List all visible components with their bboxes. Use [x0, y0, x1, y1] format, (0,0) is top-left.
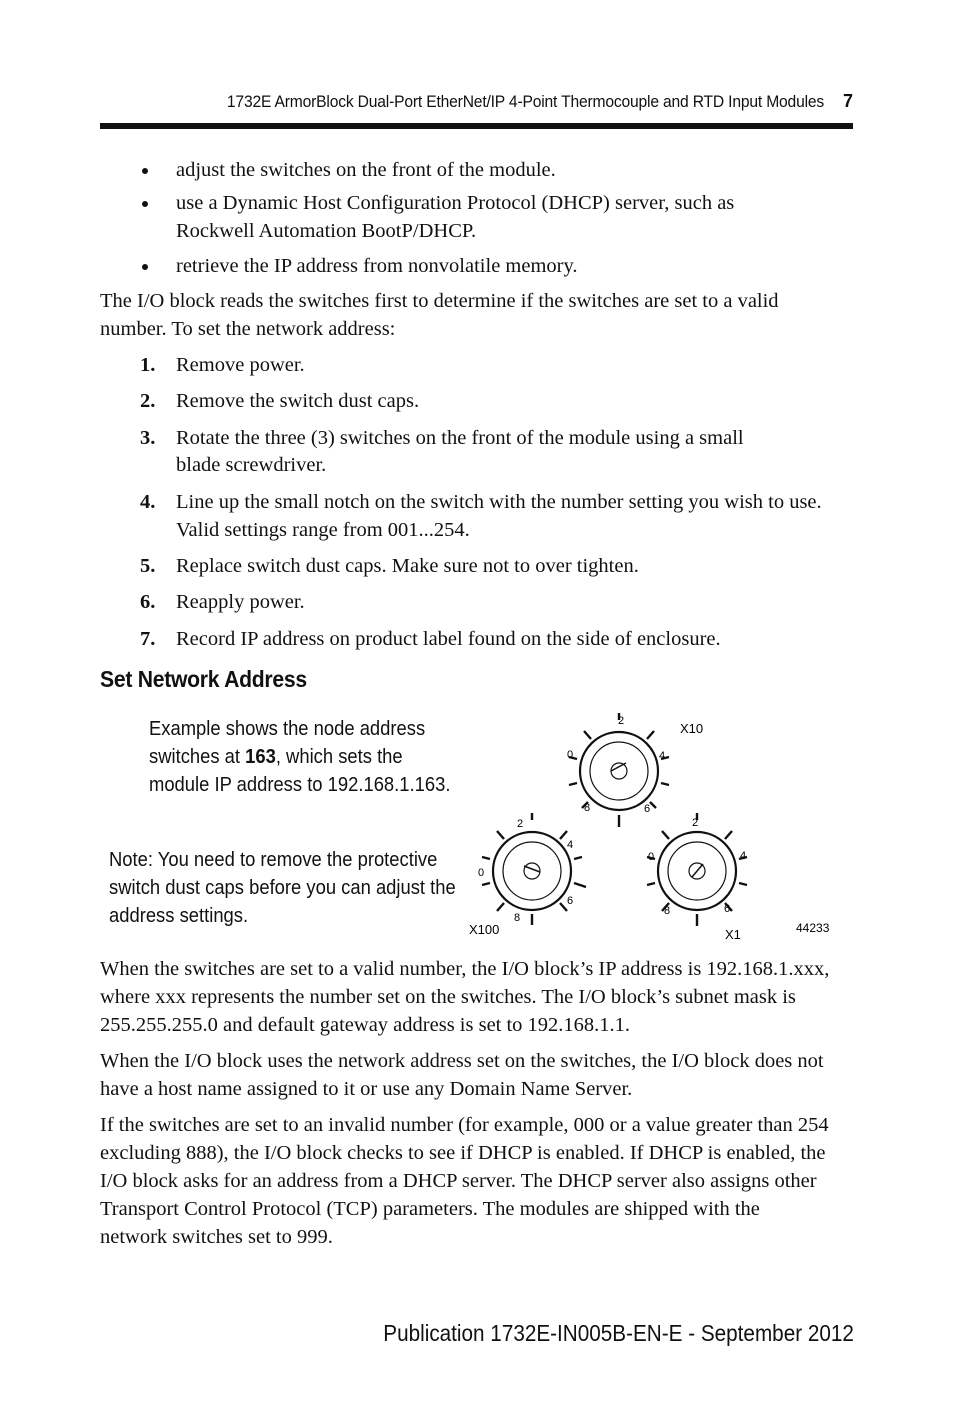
tick-label-2: 2 — [618, 715, 625, 727]
step-number: 2. — [140, 390, 156, 412]
paragraph-line: where xxx represents the number set on the switches. The I/O block’s subnet mask is — [100, 986, 796, 1008]
tick-label-4: 4 — [740, 850, 747, 862]
paragraph-line: excluding 888), the I/O block checks to see if DHCP is enabled. If DHCP is enabled, the — [100, 1142, 826, 1164]
dial-outer-ring — [580, 732, 658, 810]
paragraph-line: If the switches are set to an invalid number (for example, 000 or a value greater than 254 — [100, 1114, 829, 1136]
step-text: Remove power. — [176, 354, 305, 376]
figure-note-line: Note: You need to remove the protective — [109, 849, 438, 871]
tick-label-8: 8 — [664, 905, 671, 917]
step-text: Rotate the three (3) switches on the front of the module using a small — [176, 427, 744, 449]
page-number: 7 — [843, 91, 854, 111]
paragraph-line: I/O block asks for an address from a DHCP server. The DHCP server also assigns other — [100, 1170, 817, 1192]
dial-notch — [611, 763, 626, 771]
tick-label-0: 0 — [478, 867, 485, 879]
tick-label-6: 6 — [567, 895, 574, 907]
figure-note-line: switch dust caps before you can adjust the — [109, 877, 456, 899]
dial-outer-ring — [493, 832, 574, 910]
dial-inner-ring — [590, 742, 648, 800]
bullet-dot — [142, 168, 148, 174]
tick-label-2: 2 — [692, 817, 699, 829]
step-text: Valid settings range from 001...254. — [176, 519, 470, 541]
paragraph-line: When the switches are set to a valid number, the I/O block’s IP address is 192.168.1.xxx, — [100, 958, 830, 980]
tick-label-4: 4 — [659, 750, 666, 762]
bullet-dot — [142, 201, 148, 207]
step-number: 6. — [140, 591, 156, 613]
dial-x10 — [567, 713, 703, 827]
paragraph-line: network switches set to 999. — [100, 1226, 333, 1248]
step-number: 5. — [140, 555, 156, 577]
tick-label-4: 4 — [567, 839, 574, 851]
figure-example-text: switches at — [149, 746, 246, 768]
dial-label-x100: X100 — [469, 922, 500, 937]
tick-label-6: 6 — [724, 903, 731, 915]
paragraph-line: Transport Control Protocol (TCP) parameters. The modules are shipped with the — [100, 1198, 760, 1220]
step-number: 3. — [140, 427, 156, 449]
tick-label-6: 6 — [644, 803, 651, 815]
bullet-item-continuation: Rockwell Automation BootP/DHCP. — [176, 220, 477, 242]
intro-line: number. To set the network address: — [100, 318, 396, 340]
dial-notch — [524, 866, 540, 872]
paragraph-line: When the I/O block uses the network address set on the switches, the I/O block does not — [100, 1050, 824, 1072]
dial-x1 — [647, 813, 747, 942]
dial-notch — [692, 864, 703, 877]
step-number: 4. — [140, 491, 156, 513]
intro-line: The I/O block reads the switches first to determine if the switches are set to a valid — [100, 290, 779, 312]
step-text: Line up the small notch on the switch with the number setting you wish to use. — [176, 491, 822, 513]
figure-example-line: module IP address to 192.168.1.163. — [149, 774, 451, 796]
header-rule — [100, 123, 853, 129]
tick-label-2: 2 — [517, 818, 524, 830]
tick-label-8: 8 — [514, 912, 521, 924]
paragraph-line: 255.255.255.0 and default gateway address is set to 192.168.1.1. — [100, 1014, 631, 1036]
figure-note-line: address settings. — [109, 905, 249, 927]
bullet-item: retrieve the IP address from nonvolatile memory. — [176, 255, 578, 277]
bullet-dot — [142, 264, 148, 270]
dial-label-x10: X10 — [680, 721, 704, 736]
bullet-item: use a Dynamic Host Configuration Protocol (DHCP) server, such as — [176, 192, 735, 214]
figure-example-bold-value: 163 — [245, 746, 276, 768]
step-text: Remove the switch dust caps. — [176, 390, 420, 412]
section-heading: Set Network Address — [100, 666, 307, 692]
dial-knob — [611, 763, 627, 779]
step-text: blade screwdriver. — [176, 454, 327, 476]
step-text: Reapply power. — [176, 591, 305, 613]
rotary-switch-diagram — [460, 705, 850, 950]
figure-example-text: , which sets the — [275, 746, 403, 768]
figure-example-line — [149, 743, 403, 771]
publication-footer: Publication 1732E-IN005B-EN-E - September 2012 — [383, 1320, 854, 1346]
tick-label-8: 8 — [584, 802, 591, 814]
step-number: 1. — [140, 354, 156, 376]
figure-example-line: Example shows the node address — [149, 718, 426, 740]
dial-inner-ring — [503, 842, 561, 900]
running-header-title: 1732E ArmorBlock Dual-Port EtherNet/IP 4-Point Thermocouple and RTD Input Modules — [226, 92, 824, 111]
paragraph-line: have a host name assigned to it or use any Domain Name Server. — [100, 1078, 633, 1100]
step-text: Record IP address on product label found on the side of enclosure. — [176, 628, 721, 650]
dial-label-x1: X1 — [725, 927, 741, 942]
dial-x100 — [469, 813, 586, 937]
tick-label-0: 0 — [567, 749, 574, 761]
step-number: 7. — [140, 628, 156, 650]
tick-label-0: 0 — [648, 851, 655, 863]
bullet-item: adjust the switches on the front of the module. — [176, 159, 556, 181]
figure-number: 44233 — [796, 921, 830, 935]
step-text: Replace switch dust caps. Make sure not to over tighten. — [176, 555, 639, 577]
